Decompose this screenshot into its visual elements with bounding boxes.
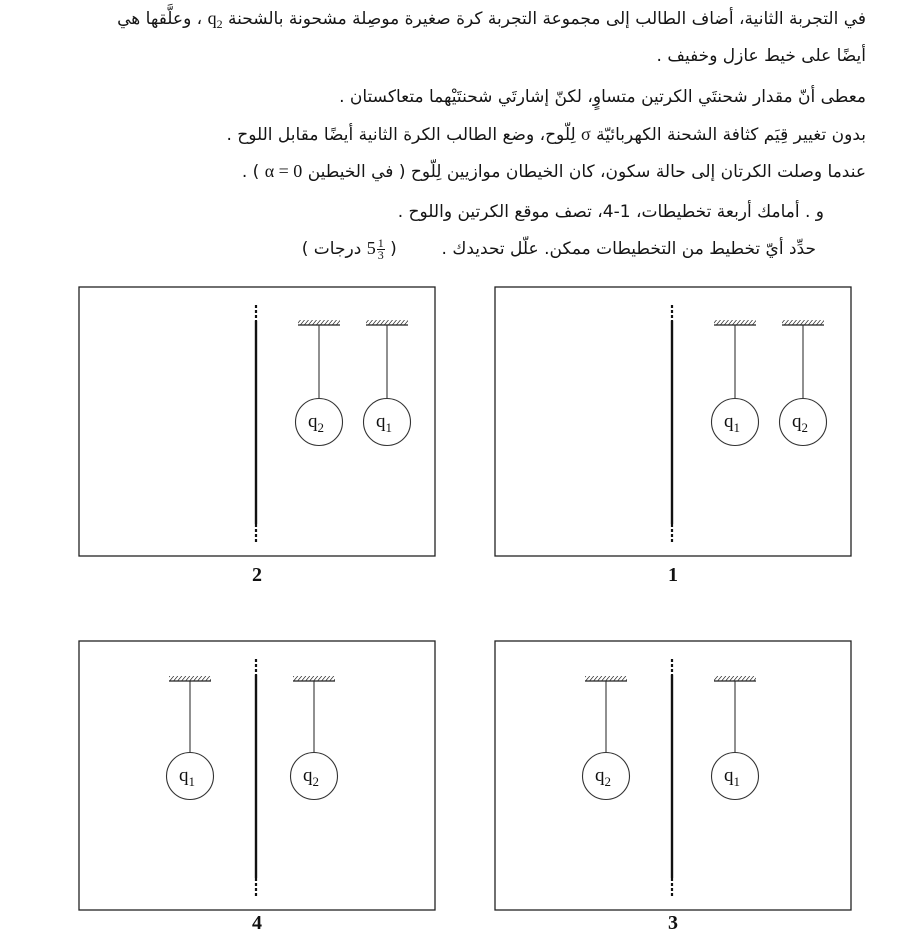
question-text: عندما وصلت الكرتان إلى حالة سكون، كان الخيطان موازيين لِلّوح ( في الخيطين — [307, 162, 866, 182]
panel-number-label: 3 — [668, 912, 678, 934]
charge-symbol: $q_2$ — [207, 8, 223, 31]
ceiling-hatch — [585, 676, 627, 681]
question-line-2: أيضًا على خيط عازل وخفيف . — [656, 46, 866, 66]
task-text: حدِّد أيّ تخطيط من التخطيطات ممكن. علّل تحديدك . — [441, 239, 816, 259]
diagram-panel-4 — [79, 641, 435, 934]
question-text: بدون تغيير قِيَم كثافة الشحنة الكهربائيّة — [596, 125, 866, 145]
panel-number-label: 2 — [252, 564, 262, 586]
ball-charge-label: $q_2$ — [308, 411, 324, 435]
diagram-panel-3 — [495, 641, 851, 934]
ceiling-hatch — [298, 320, 340, 325]
ball-charge-label: $q_2$ — [792, 411, 808, 435]
ceiling-hatch — [293, 676, 335, 681]
ball-charge-label: $q_2$ — [595, 765, 611, 789]
ceiling-hatch — [714, 320, 756, 325]
diagram-panel-2 — [79, 287, 435, 586]
question-line-6: و . أمامك أربعة تخطيطات، 1-4، تصف موقع الكرتين واللوح . — [397, 202, 824, 222]
ceiling-hatch — [366, 320, 408, 325]
question-text: في التجربة الثانية، أضاف الطالب إلى مجموعة التجربة كرة صغيرة موصِلة مشحونة بالشحنة — [227, 9, 866, 29]
panel-number-label: 1 — [668, 564, 678, 586]
ball-charge-label: $q_1$ — [376, 411, 392, 435]
points-label: ( 5 $\frac{1}{3}$ درجات ) — [301, 236, 397, 263]
sigma-symbol: σ — [581, 124, 591, 144]
ceiling-hatch — [169, 676, 211, 681]
question-text: ، وعلَّقها هي — [117, 9, 203, 29]
panel-number-label: 4 — [252, 912, 262, 934]
ceiling-hatch — [782, 320, 824, 325]
ball-charge-label: $q_2$ — [303, 765, 319, 789]
ceiling-hatch — [714, 676, 756, 681]
question-line-3: معطى أنّ مقدار شحنتَي الكرتين متساوٍ، لكنّ إشارتَي شحنتَيْهما متعاكستان . — [339, 87, 866, 107]
ball-charge-label: $q_1$ — [724, 411, 740, 435]
question-text: لِلّوح، وضع الطالب الكرة الثانية أيضًا مقابل اللوح . — [226, 125, 576, 145]
ball-charge-label: $q_1$ — [179, 765, 195, 789]
alpha-equation: α = 0 — [264, 161, 303, 181]
question-text: ) . — [241, 162, 260, 182]
diagram-panel-1 — [495, 287, 851, 586]
ball-charge-label: $q_1$ — [724, 765, 740, 789]
